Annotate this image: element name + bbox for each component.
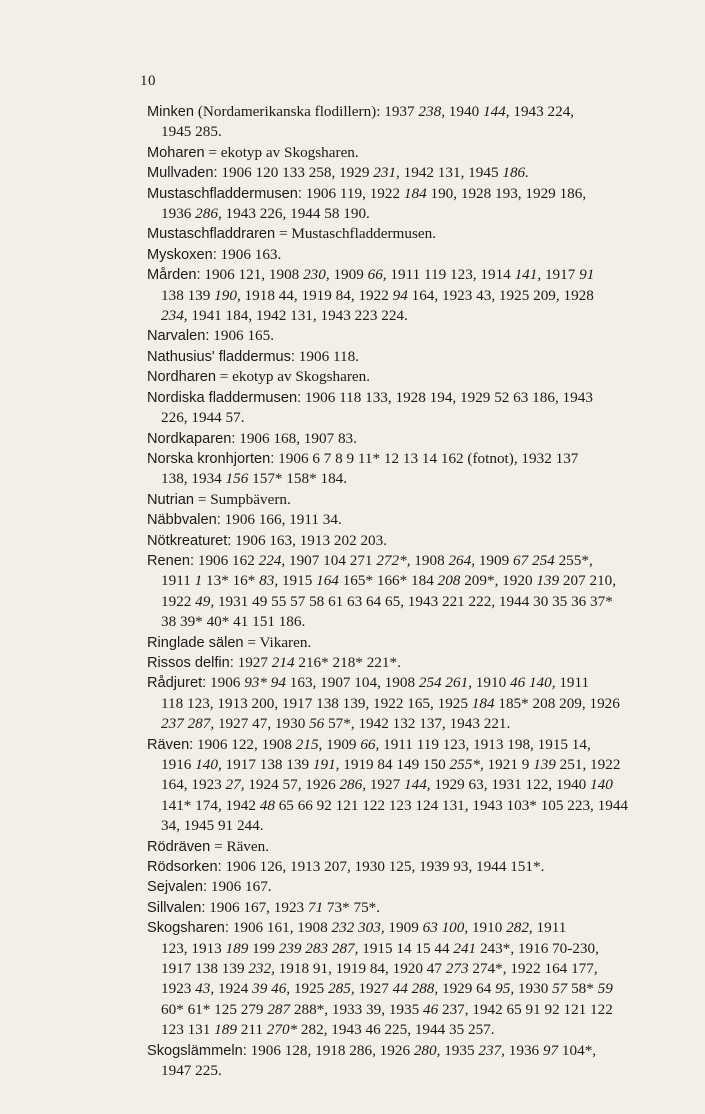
- index-entry: [147, 735, 643, 837]
- entry-references: 1945 285.: [161, 123, 222, 141]
- entry-first-line: [147, 877, 643, 897]
- entry-references: 1936 286, 1943 226, 1944 58 190.: [161, 205, 370, 223]
- entry-first-line: [147, 224, 643, 244]
- entry-continuation-line: [147, 592, 643, 612]
- entry-headword: Nordkaparen:: [147, 430, 236, 447]
- entry-references: 1923 43, 1924 39 46, 1925 285, 1927 44 288, 1929 64 95, 1930 57 58* 59: [161, 980, 613, 998]
- entry-continuation-line: [147, 469, 643, 489]
- index-entry: [147, 898, 643, 918]
- entry-continuation-line: [147, 571, 643, 591]
- entry-first-line: [147, 388, 643, 408]
- index-entry: [147, 388, 643, 429]
- index-entry: [147, 143, 643, 163]
- entry-references: 1906 168, 1907 83.: [239, 429, 357, 447]
- entry-continuation-line: [147, 775, 643, 795]
- entry-references: 1906 120 133 258, 1929 231, 1942 131, 1945 186.: [221, 164, 529, 182]
- entry-continuation-line: [147, 122, 643, 142]
- index-entry: [147, 531, 643, 551]
- entry-references: 118 123, 1913 200, 1917 138 139, 1922 165, 1925 184 185* 208 209, 1926: [161, 694, 620, 712]
- entry-headword: Rödräven: [147, 838, 211, 855]
- entry-references: 38 39* 40* 41 151 186.: [161, 613, 306, 631]
- entry-continuation-line: [147, 979, 643, 999]
- entry-headword: Renen:: [147, 552, 195, 569]
- entry-continuation-line: [147, 816, 643, 836]
- index-entry: [147, 510, 643, 530]
- entry-headword: Rissos delfin:: [147, 654, 234, 671]
- entry-headword: Narvalen:: [147, 328, 210, 345]
- entry-first-line: [147, 449, 643, 469]
- index-entry: [147, 163, 643, 183]
- entry-references: 1906 6 7 8 9 11* 12 13 14 162 (fotnot), 1932 137: [278, 449, 579, 467]
- entry-first-line: [147, 653, 643, 673]
- entry-references: 1906 163.: [220, 245, 282, 263]
- entry-continuation-line: [147, 694, 643, 714]
- entry-headword: Rådjuret:: [147, 675, 207, 692]
- entry-first-line: [147, 837, 643, 857]
- entry-references: 1906 121, 1908 230, 1909 66, 1911 119 123, 1914 141, 1917 91: [204, 266, 595, 284]
- index-entry: [147, 1041, 643, 1082]
- entry-continuation-line: [147, 286, 643, 306]
- entry-references: 1906 165.: [213, 327, 275, 345]
- index-list: [147, 102, 643, 1082]
- entry-references: 1906 118.: [298, 347, 359, 365]
- entry-references: 234, 1941 184, 1942 131, 1943 223 224.: [161, 307, 408, 325]
- entry-continuation-line: [147, 959, 643, 979]
- index-entry: [147, 857, 643, 877]
- entry-headword: Myskoxen:: [147, 246, 217, 263]
- entry-continuation-line: [147, 939, 643, 959]
- entry-first-line: [147, 551, 643, 571]
- entry-references: 164, 1923 27, 1924 57, 1926 286, 1927 144, 1929 63, 1931 122, 1940 140: [161, 776, 613, 794]
- entry-headword: Skogsharen:: [147, 920, 229, 937]
- entry-headword: Norska kronhjorten:: [147, 450, 275, 467]
- index-entry: [147, 245, 643, 265]
- index-entry: [147, 837, 643, 857]
- entry-references: 1906 161, 1908 232 303, 1909 63 100, 1910 282, 1911: [232, 919, 567, 937]
- entry-references: 1917 138 139 232, 1918 91, 1919 84, 1920 47 273 274*, 1922 164 177,: [161, 960, 598, 978]
- entry-first-line: [147, 673, 643, 693]
- index-entry: [147, 551, 643, 633]
- entry-continuation-line: [147, 1061, 643, 1081]
- index-entry: [147, 102, 643, 143]
- entry-references: 34, 1945 91 244.: [161, 817, 264, 835]
- index-entry: [147, 224, 643, 244]
- entry-references: = Räven.: [214, 837, 270, 855]
- page-number: 10: [140, 73, 156, 89]
- entry-headword: Näbbvalen:: [147, 512, 221, 529]
- entry-references: 60* 61* 125 279 287 288*, 1933 39, 1935 46 237, 1942 65 91 92 121 122: [161, 1000, 613, 1018]
- index-entry: [147, 184, 643, 225]
- entry-continuation-line: [147, 612, 643, 632]
- entry-references: = Mustaschfladdermusen.: [278, 225, 436, 243]
- entry-first-line: [147, 429, 643, 449]
- entry-continuation-line: [147, 1000, 643, 1020]
- entry-continuation-line: [147, 755, 643, 775]
- entry-first-line: [147, 143, 643, 163]
- entry-continuation-line: [147, 306, 643, 326]
- entry-references: 1906 167, 1923 71 73* 75*.: [209, 898, 381, 916]
- entry-first-line: [147, 347, 643, 367]
- entry-references: (Nordamerikanska flodillern): 1937 238, 1940 144, 1943 224,: [197, 103, 575, 120]
- entry-references: 1906 166, 1911 34.: [224, 511, 342, 529]
- entry-headword: Mustaschfladdraren: [147, 226, 276, 243]
- entry-references: = ekotyp av Skogsharen.: [208, 143, 359, 161]
- entry-references: = Vikaren.: [247, 633, 312, 651]
- entry-continuation-line: [147, 204, 643, 224]
- entry-first-line: [147, 245, 643, 265]
- entry-headword: Rödsorken:: [147, 859, 222, 876]
- entry-first-line: [147, 898, 643, 918]
- entry-references: 237 287, 1927 47, 1930 56 57*, 1942 132 137, 1943 221.: [161, 715, 511, 733]
- entry-headword: Nordharen: [147, 369, 216, 386]
- entry-references: 1922 49, 1931 49 55 57 58 61 63 64 65, 1943 221 222, 1944 30 35 36 37*: [161, 592, 613, 610]
- entry-headword: Sejvalen:: [147, 879, 208, 896]
- entry-references: 226, 1944 57.: [161, 409, 245, 427]
- entry-headword: Räven:: [147, 736, 194, 753]
- index-entry: [147, 265, 643, 326]
- entry-first-line: [147, 163, 643, 183]
- entry-first-line: [147, 918, 643, 938]
- entry-first-line: [147, 102, 643, 122]
- entry-first-line: [147, 633, 643, 653]
- entry-first-line: [147, 857, 643, 877]
- entry-references: 123 131 189 211 270* 282, 1943 46 225, 1944 35 257.: [161, 1021, 495, 1039]
- index-entry: [147, 449, 643, 490]
- index-entry: [147, 918, 643, 1040]
- index-entry: [147, 877, 643, 897]
- entry-headword: Nordiska fladdermusen:: [147, 389, 302, 406]
- entry-references: 1906 118 133, 1928 194, 1929 52 63 186, 1943: [304, 388, 593, 406]
- entry-headword: Nötkreaturet:: [147, 532, 232, 549]
- index-entry: [147, 673, 643, 734]
- entry-references: 1906 122, 1908 215, 1909 66, 1911 119 123, 1913 198, 1915 14,: [197, 735, 591, 753]
- index-entry: [147, 633, 643, 653]
- entry-continuation-line: [147, 408, 643, 428]
- entry-references: 138 139 190, 1918 44, 1919 84, 1922 94 164, 1923 43, 1925 209, 1928: [161, 286, 594, 304]
- index-entry: [147, 653, 643, 673]
- entry-first-line: [147, 735, 643, 755]
- entry-references: 1906 167.: [210, 878, 272, 896]
- entry-headword: Mården:: [147, 267, 201, 284]
- entry-first-line: [147, 367, 643, 387]
- entry-first-line: [147, 184, 643, 204]
- entry-headword: Mullvaden:: [147, 165, 218, 182]
- entry-references: 1906 119, 1922 184 190, 1928 193, 1929 186,: [305, 184, 587, 202]
- entry-references: 1906 163, 1913 202 203.: [235, 531, 388, 549]
- entry-references: 1906 128, 1918 286, 1926 280, 1935 237, 1936 97 104*,: [250, 1041, 597, 1059]
- entry-references: 123, 1913 189 199 239 283 287, 1915 14 15 44 241 243*, 1916 70-230,: [161, 939, 599, 957]
- entry-first-line: [147, 490, 643, 510]
- entry-references: 1906 126, 1913 207, 1930 125, 1939 93, 1944 151*.: [225, 858, 545, 876]
- index-entry: [147, 367, 643, 387]
- entry-first-line: [147, 1041, 643, 1061]
- entry-references: 138, 1934 156 157* 158* 184.: [161, 470, 348, 488]
- entry-continuation-line: [147, 796, 643, 816]
- entry-references: 141* 174, 1942 48 65 66 92 121 122 123 124 131, 1943 103* 105 223, 1944: [161, 796, 629, 814]
- entry-first-line: [147, 326, 643, 346]
- entry-headword: Minken: [147, 104, 195, 120]
- entry-references: 1947 225.: [161, 1062, 222, 1080]
- entry-headword: Mustaschfladdermusen:: [147, 185, 302, 202]
- index-entry: [147, 429, 643, 449]
- entry-references: 1916 140, 1917 138 139 191, 1919 84 149 150 255*, 1921 9 139 251, 1922: [161, 756, 621, 773]
- entry-continuation-line: [147, 1020, 643, 1040]
- entry-references: 1906 162 224, 1907 104 271 272*, 1908 264, 1909 67 254 255*,: [197, 551, 593, 569]
- index-entry: [147, 326, 643, 346]
- entry-first-line: [147, 265, 643, 285]
- entry-first-line: [147, 510, 643, 530]
- entry-first-line: [147, 531, 643, 551]
- entry-headword: Nathusius' fladdermus:: [147, 348, 295, 365]
- entry-references: 1927 214 216* 218* 221*.: [237, 653, 401, 671]
- entry-references: = ekotyp av Skogsharen.: [219, 368, 371, 386]
- entry-headword: Moharen: [147, 144, 205, 161]
- index-entry: [147, 347, 643, 367]
- entry-continuation-line: [147, 714, 643, 734]
- entry-headword: Ringlade sälen: [147, 634, 244, 651]
- index-entry: [147, 490, 643, 510]
- entry-headword: Nutrian: [147, 491, 195, 508]
- entry-references: 1911 1 13* 16* 83, 1915 164 165* 166* 184 208 209*, 1920 139 207 210,: [161, 572, 617, 590]
- entry-headword: Skogslämmeln:: [147, 1042, 247, 1059]
- entry-references: 1906 93* 94 163, 1907 104, 1908 254 261, 1910 46 140, 1911: [210, 674, 590, 692]
- entry-headword: Sillvalen:: [147, 899, 206, 916]
- entry-references: = Sumpbävern.: [197, 490, 291, 508]
